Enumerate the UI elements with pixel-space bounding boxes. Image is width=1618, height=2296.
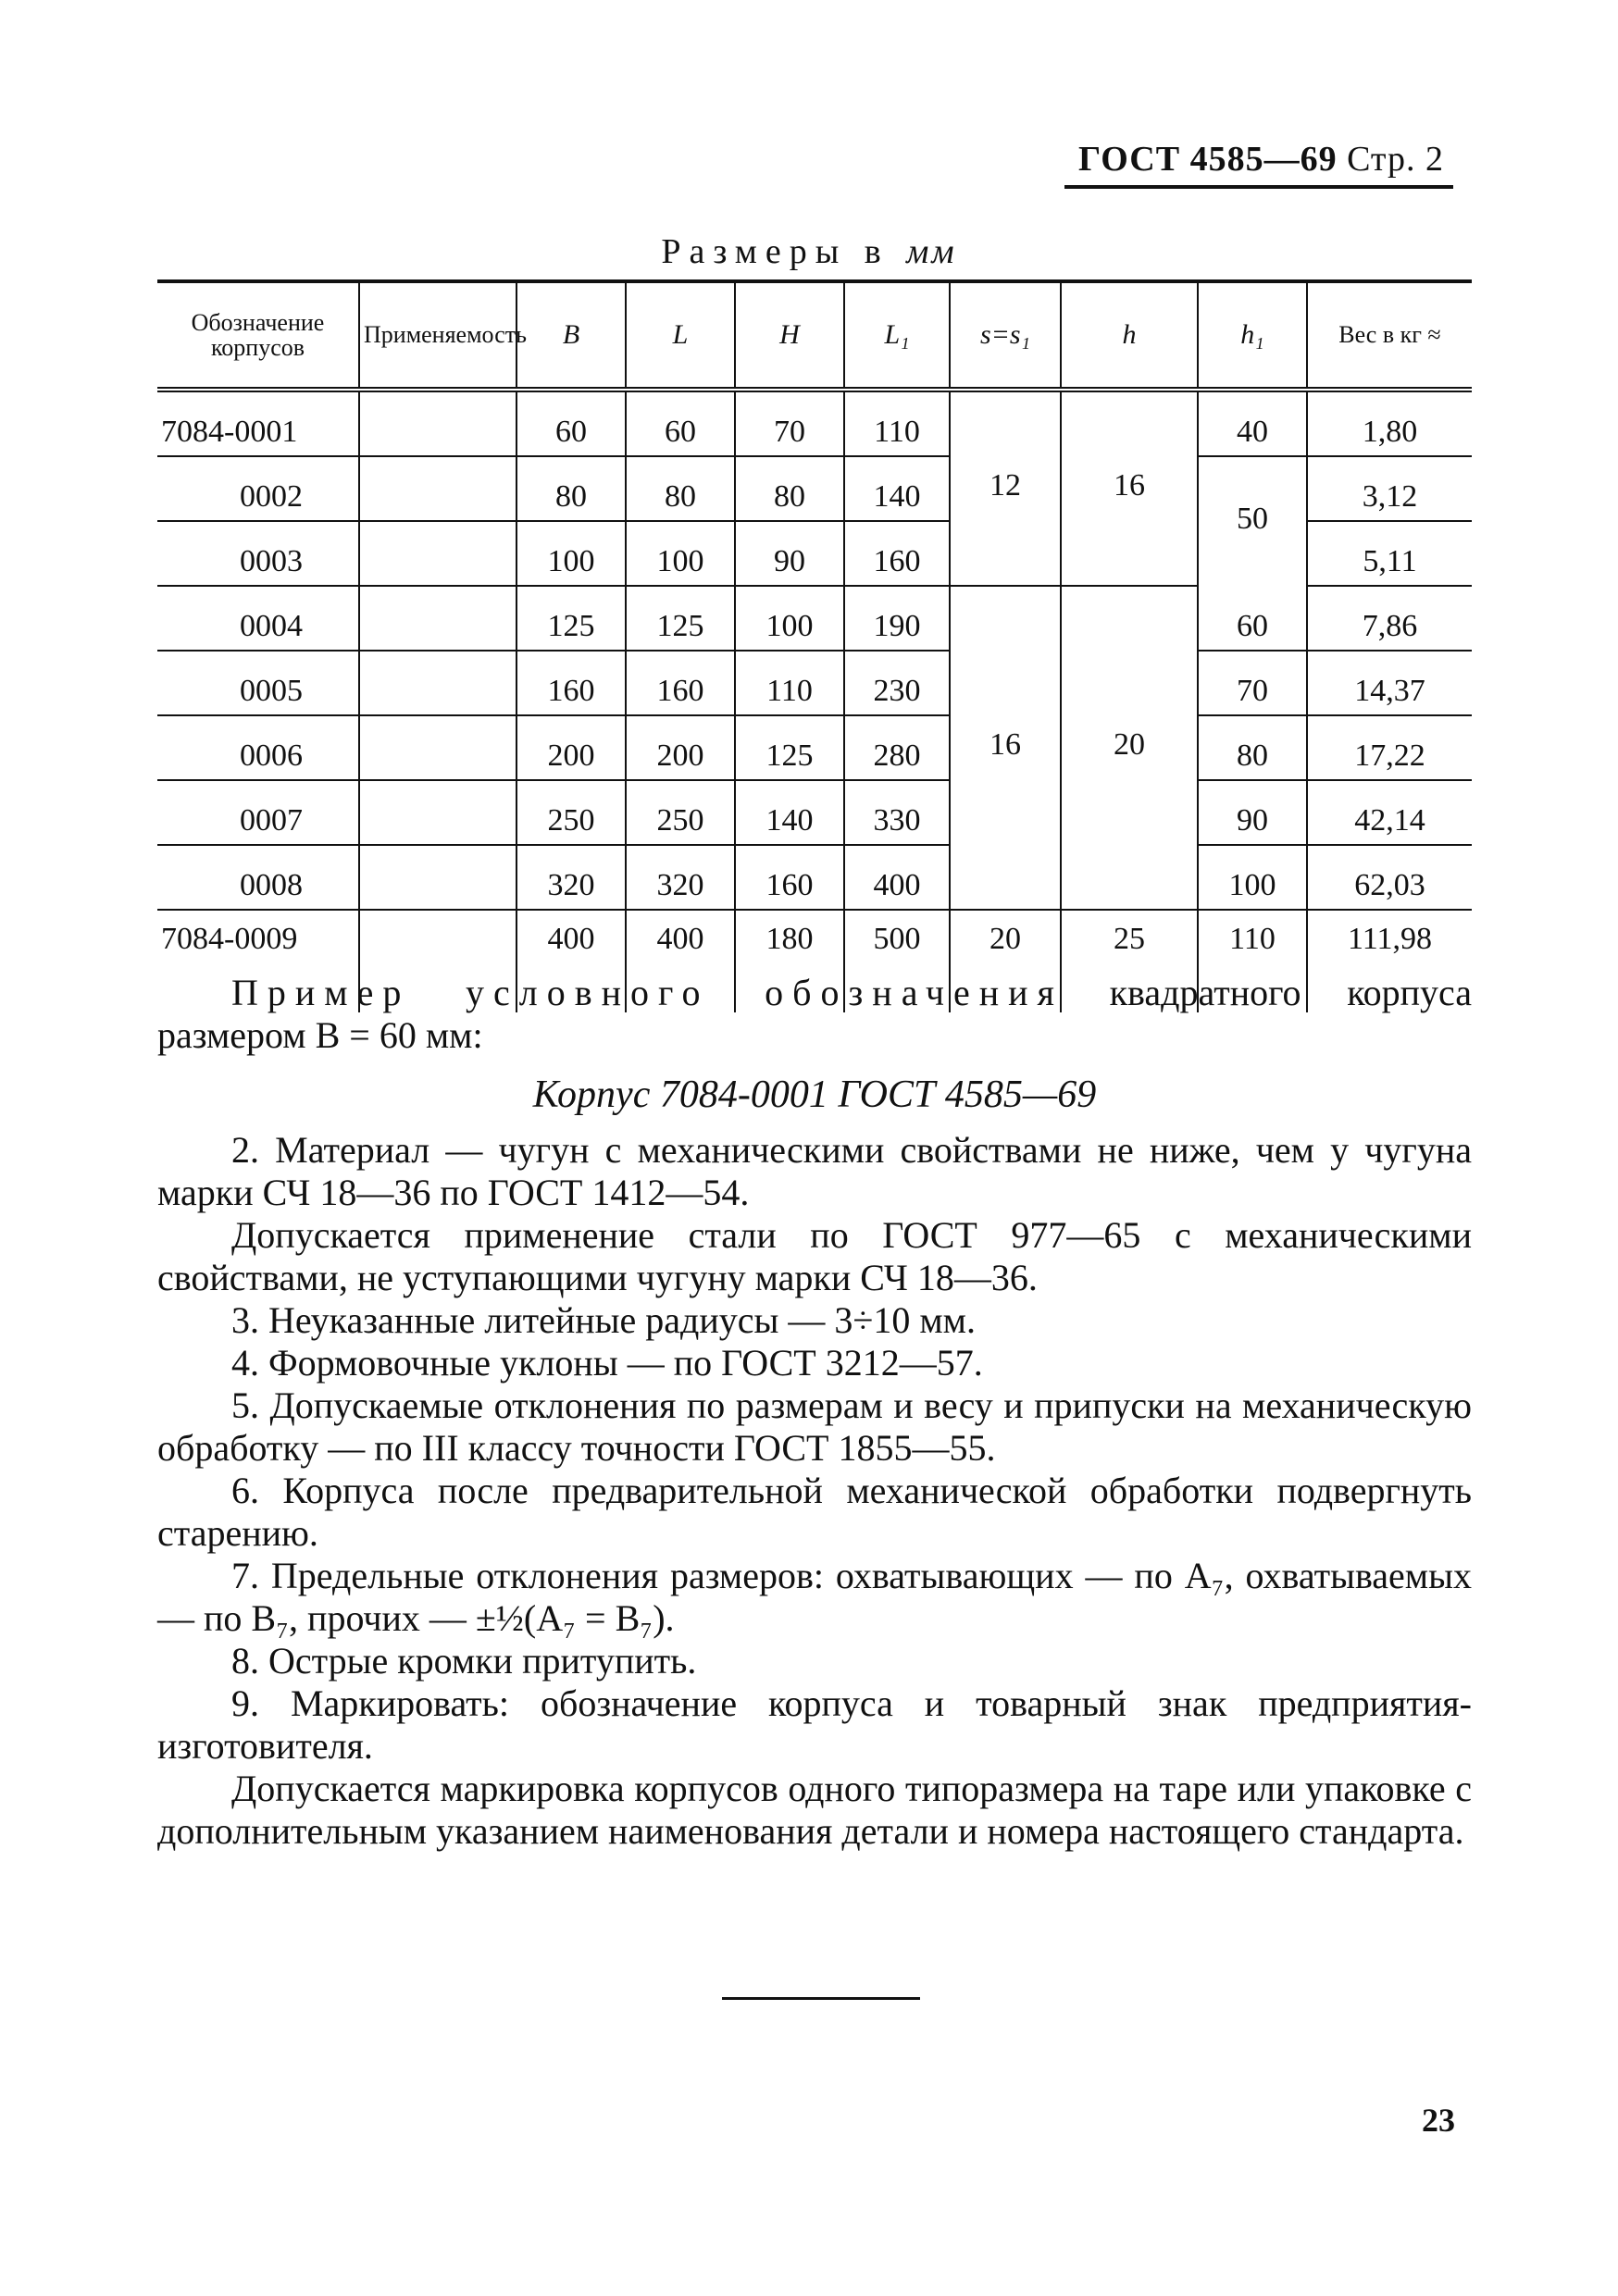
cell-id: 7084-0001 bbox=[157, 390, 359, 456]
cell-weight: 3,12 bbox=[1307, 456, 1472, 521]
table-caption bbox=[0, 231, 1618, 272]
cell-h1-merged: 50 bbox=[1198, 456, 1307, 586]
cell-l1: 190 bbox=[844, 586, 950, 651]
cell-id: 0005 bbox=[157, 651, 359, 715]
col-header-b: B bbox=[517, 281, 626, 390]
cell-l: 160 bbox=[626, 651, 735, 715]
cell-weight: 17,22 bbox=[1307, 715, 1472, 780]
example-intro-spaced: Пример условного обозначения bbox=[231, 972, 1064, 1013]
col-header-designation: Обозначение корпусов bbox=[157, 281, 359, 390]
cell-applicability bbox=[359, 651, 517, 715]
cell-b: 160 bbox=[517, 651, 626, 715]
footer-rule bbox=[722, 1997, 920, 2000]
cell-l: 125 bbox=[626, 586, 735, 651]
cell-h: 125 bbox=[735, 715, 844, 780]
cell-h: 90 bbox=[735, 521, 844, 586]
paragraph-6: 6. Корпуса после предварительной механической обработки подвергнуть старению. bbox=[157, 1470, 1472, 1554]
col-header-l1: L₁ bbox=[844, 281, 950, 390]
cell-l: 200 bbox=[626, 715, 735, 780]
standard-code: ГОСТ 4585—69 bbox=[1078, 140, 1338, 179]
cell-applicability bbox=[359, 715, 517, 780]
cell-applicability bbox=[359, 586, 517, 651]
cell-l1: 160 bbox=[844, 521, 950, 586]
cell-s-merged: 16 bbox=[950, 586, 1061, 910]
paragraph-2b: Допускается применение стали по ГОСТ 977—65 с механическими свойствами, не уступающими чугуну марки СЧ 18—36. bbox=[157, 1214, 1472, 1298]
caption-text: Размеры в bbox=[661, 232, 890, 271]
cell-b: 400 bbox=[517, 910, 626, 1012]
paragraph-5: 5. Допускаемые отклонения по размерам и весу и припуски на механическую обработку — по III классу точности ГОСТ 1855—55. bbox=[157, 1384, 1472, 1469]
cell-applicability bbox=[359, 845, 517, 910]
cell-weight: 42,14 bbox=[1307, 780, 1472, 845]
cell-weight: 111,98 bbox=[1307, 910, 1472, 1012]
cell-id: 0007 bbox=[157, 780, 359, 845]
header-rule bbox=[1064, 185, 1453, 189]
cell-h: 180 bbox=[735, 910, 844, 1012]
page-number: 23 bbox=[1422, 2102, 1455, 2139]
cell-id: 0002 bbox=[157, 456, 359, 521]
cell-applicability bbox=[359, 390, 517, 456]
cell-h-small: 25 bbox=[1061, 910, 1198, 1012]
cell-h-merged: 20 bbox=[1061, 586, 1198, 910]
page-header bbox=[1018, 139, 1444, 180]
cell-applicability bbox=[359, 521, 517, 586]
col-header-applicability: Применяемость bbox=[359, 281, 517, 390]
cell-h: 100 bbox=[735, 586, 844, 651]
cell-id: 0008 bbox=[157, 845, 359, 910]
cell-id: 7084-0009 bbox=[161, 922, 298, 956]
cell-h1: 100 bbox=[1198, 845, 1307, 910]
col-header-h: H bbox=[735, 281, 844, 390]
col-header-weight: Вес в кг ≈ bbox=[1307, 281, 1472, 390]
cell-applicability bbox=[359, 780, 517, 845]
table-header-row bbox=[157, 281, 1472, 390]
cell-s-merged: 12 bbox=[950, 390, 1061, 586]
example-designation: Корпус 7084-0001 ГОСТ 4585—69 bbox=[532, 1074, 1097, 1116]
col-header-h-small: h bbox=[1061, 281, 1198, 390]
paragraph-2: 2. Материал — чугун с механическими свойствами не ниже, чем у чугуна марки СЧ 18—36 по ГОСТ 1412—54. bbox=[157, 1129, 1472, 1213]
cell-weight: 5,11 bbox=[1307, 521, 1472, 586]
cell-b: 80 bbox=[517, 456, 626, 521]
paragraph-9b: Допускается маркировка корпусов одного типоразмера на таре или упаковке с дополнительным указанием наименования детали и номера настоящего стандарта. bbox=[157, 1768, 1472, 1852]
cell-l1: 500 bbox=[844, 910, 950, 1012]
table-row bbox=[157, 715, 1472, 780]
table-row bbox=[157, 586, 1472, 651]
cell-weight: 14,37 bbox=[1307, 651, 1472, 715]
caption-unit: мм bbox=[906, 232, 957, 271]
cell-b: 200 bbox=[517, 715, 626, 780]
dimensions-table bbox=[157, 279, 1472, 1012]
table-row bbox=[157, 780, 1472, 845]
cell-l1: 110 bbox=[844, 390, 950, 456]
page-label: Стр. 2 bbox=[1347, 140, 1444, 179]
table-row bbox=[157, 390, 1472, 456]
cell-h1: 70 bbox=[1198, 651, 1307, 715]
cell-weight: 7,86 bbox=[1307, 586, 1472, 651]
paragraph-4: 4. Формовочные уклоны — по ГОСТ 3212—57. bbox=[231, 1342, 983, 1384]
example-intro-rest: квадратного корпуса размером B = 60 мм: bbox=[157, 972, 1472, 1056]
document-body bbox=[157, 972, 1472, 1853]
cell-applicability bbox=[359, 456, 517, 521]
cell-l: 400 bbox=[626, 910, 735, 1012]
cell-b: 60 bbox=[517, 390, 626, 456]
cell-l: 80 bbox=[626, 456, 735, 521]
cell-l1: 280 bbox=[844, 715, 950, 780]
example-intro bbox=[157, 972, 1472, 1057]
cell-l1: 400 bbox=[844, 845, 950, 910]
cell-b: 320 bbox=[517, 845, 626, 910]
cell-h1: 80 bbox=[1198, 715, 1307, 780]
cell-b: 100 bbox=[517, 521, 626, 586]
cell-id: 0003 bbox=[157, 521, 359, 586]
paragraph-3: 3. Неуказанные литейные радиусы — 3÷10 мм. bbox=[231, 1299, 976, 1341]
cell-l1: 330 bbox=[844, 780, 950, 845]
paragraph-8: 8. Острые кромки притупить. bbox=[231, 1640, 697, 1682]
cell-id: 0006 bbox=[157, 715, 359, 780]
col-header-l: L bbox=[626, 281, 735, 390]
cell-l: 250 bbox=[626, 780, 735, 845]
cell-l: 100 bbox=[626, 521, 735, 586]
col-header-s: s=s₁ bbox=[950, 281, 1061, 390]
cell-h1: 60 bbox=[1198, 586, 1307, 651]
paragraph-7: 7. Предельные отклонения размеров: охватывающих — по A₇, охватываемых — по B₇, прочих — ±½(A₇ = B₇). bbox=[157, 1555, 1472, 1639]
cell-weight: 62,03 bbox=[1307, 845, 1472, 910]
cell-l: 60 bbox=[626, 390, 735, 456]
cell-h-merged: 16 bbox=[1061, 390, 1198, 586]
cell-l1: 140 bbox=[844, 456, 950, 521]
cell-b: 250 bbox=[517, 780, 626, 845]
cell-l1: 230 bbox=[844, 651, 950, 715]
cell-h: 140 bbox=[735, 780, 844, 845]
cell-h1: 90 bbox=[1198, 780, 1307, 845]
cell-id: 0004 bbox=[157, 586, 359, 651]
table-row bbox=[157, 456, 1472, 521]
cell-h: 70 bbox=[735, 390, 844, 456]
col-header-h1: h₁ bbox=[1198, 281, 1307, 390]
cell-h1: 110 bbox=[1198, 910, 1307, 1012]
cell-h: 80 bbox=[735, 456, 844, 521]
cell-weight: 1,80 bbox=[1307, 390, 1472, 456]
cell-h1: 40 bbox=[1198, 390, 1307, 456]
cell-h: 160 bbox=[735, 845, 844, 910]
cell-l: 320 bbox=[626, 845, 735, 910]
cell-h: 110 bbox=[735, 651, 844, 715]
paragraph-9: 9. Маркировать: обозначение корпуса и товарный знак предприятия-изготовителя. bbox=[157, 1682, 1472, 1767]
cell-s: 20 bbox=[950, 910, 1061, 1012]
table-row bbox=[157, 845, 1472, 910]
table-row bbox=[157, 651, 1472, 715]
cell-b: 125 bbox=[517, 586, 626, 651]
